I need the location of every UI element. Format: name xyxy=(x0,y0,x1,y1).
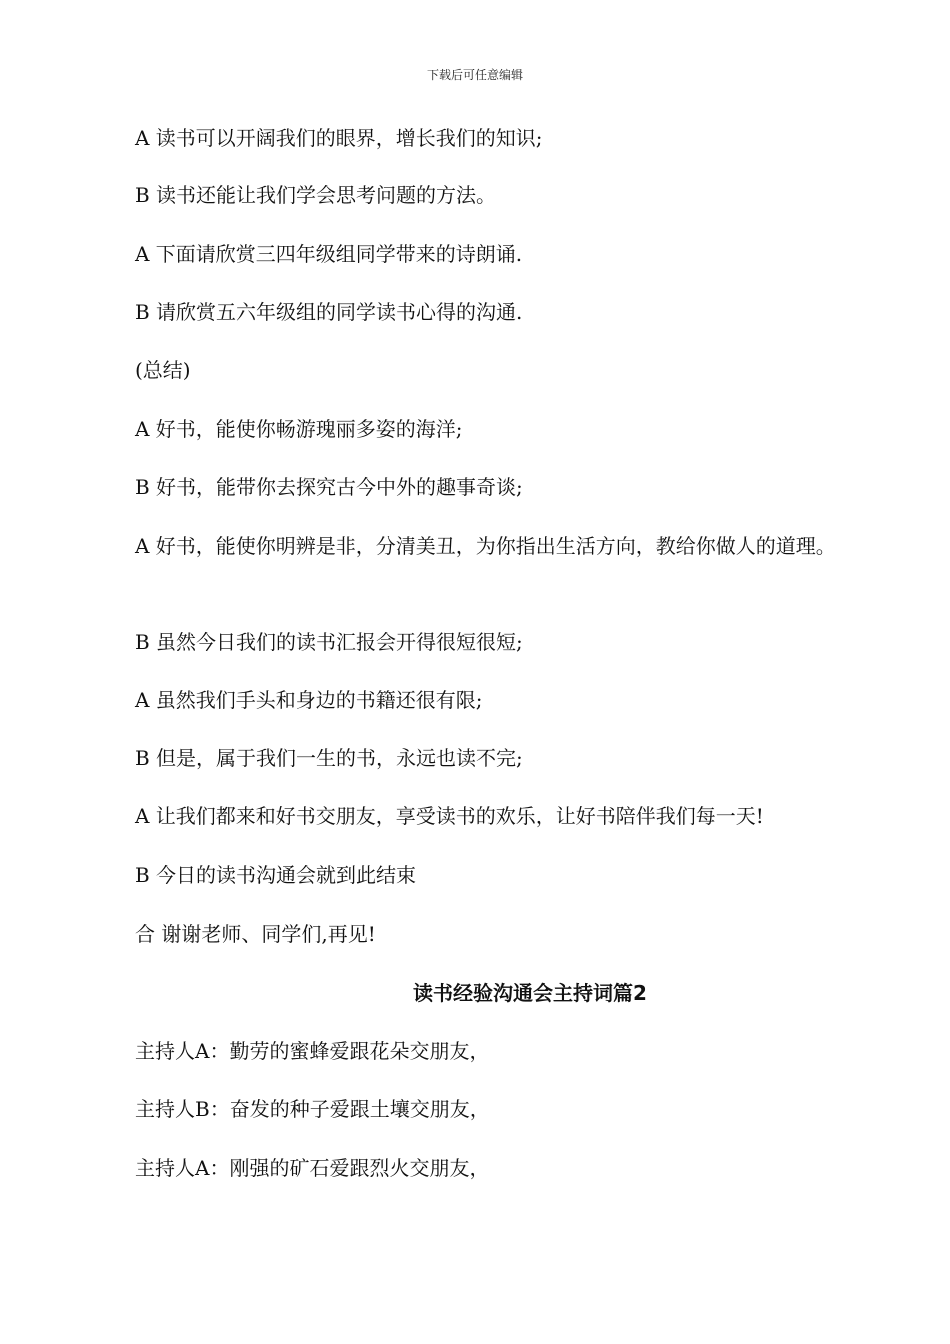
paragraph: B 但是，属于我们一生的书，永远也读不完; xyxy=(135,746,523,770)
paragraph: B 好书，能带你去探究古今中外的趣事奇谈; xyxy=(135,475,523,499)
host-line: 主持人B：奋发的种子爱跟土壤交朋友， xyxy=(135,1097,490,1121)
paragraph: 合 谢谢老师、同学们,再见! xyxy=(135,922,376,946)
paragraph: A 让我们都来和好书交朋友，享受读书的欢乐，让好书陪伴我们每一天! xyxy=(135,804,764,828)
paragraph: A 好书，能使你畅游瑰丽多姿的海洋; xyxy=(135,417,463,441)
paragraph: B 读书还能让我们学会思考问题的方法。 xyxy=(135,183,497,207)
paragraph: A 下面请欣赏三四年级组同学带来的诗朗诵. xyxy=(135,242,523,266)
paragraph: (总结) xyxy=(135,358,191,382)
section-heading: 读书经验沟通会主持词篇2 xyxy=(413,981,647,1005)
paragraph: A 好书，能使你明辨是非，分清美丑，为你指出生活方向，教给你做人的道理。 xyxy=(135,534,836,558)
paragraph: B 虽然今日我们的读书汇报会开得很短很短; xyxy=(135,630,523,654)
paragraph: B 今日的读书沟通会就到此结束 xyxy=(135,863,417,887)
host-line: 主持人A：勤劳的蜜蜂爱跟花朵交朋友， xyxy=(135,1039,490,1063)
paragraph: B 请欣赏五六年级组的同学读书心得的沟通. xyxy=(135,300,523,324)
paragraph: A 读书可以开阔我们的眼界，增长我们的知识; xyxy=(135,126,543,150)
paragraph: A 虽然我们手头和身边的书籍还很有限; xyxy=(135,688,483,712)
header-note: 下载后可任意编辑 xyxy=(426,68,523,82)
host-line: 主持人A：刚强的矿石爱跟烈火交朋友， xyxy=(135,1156,490,1180)
